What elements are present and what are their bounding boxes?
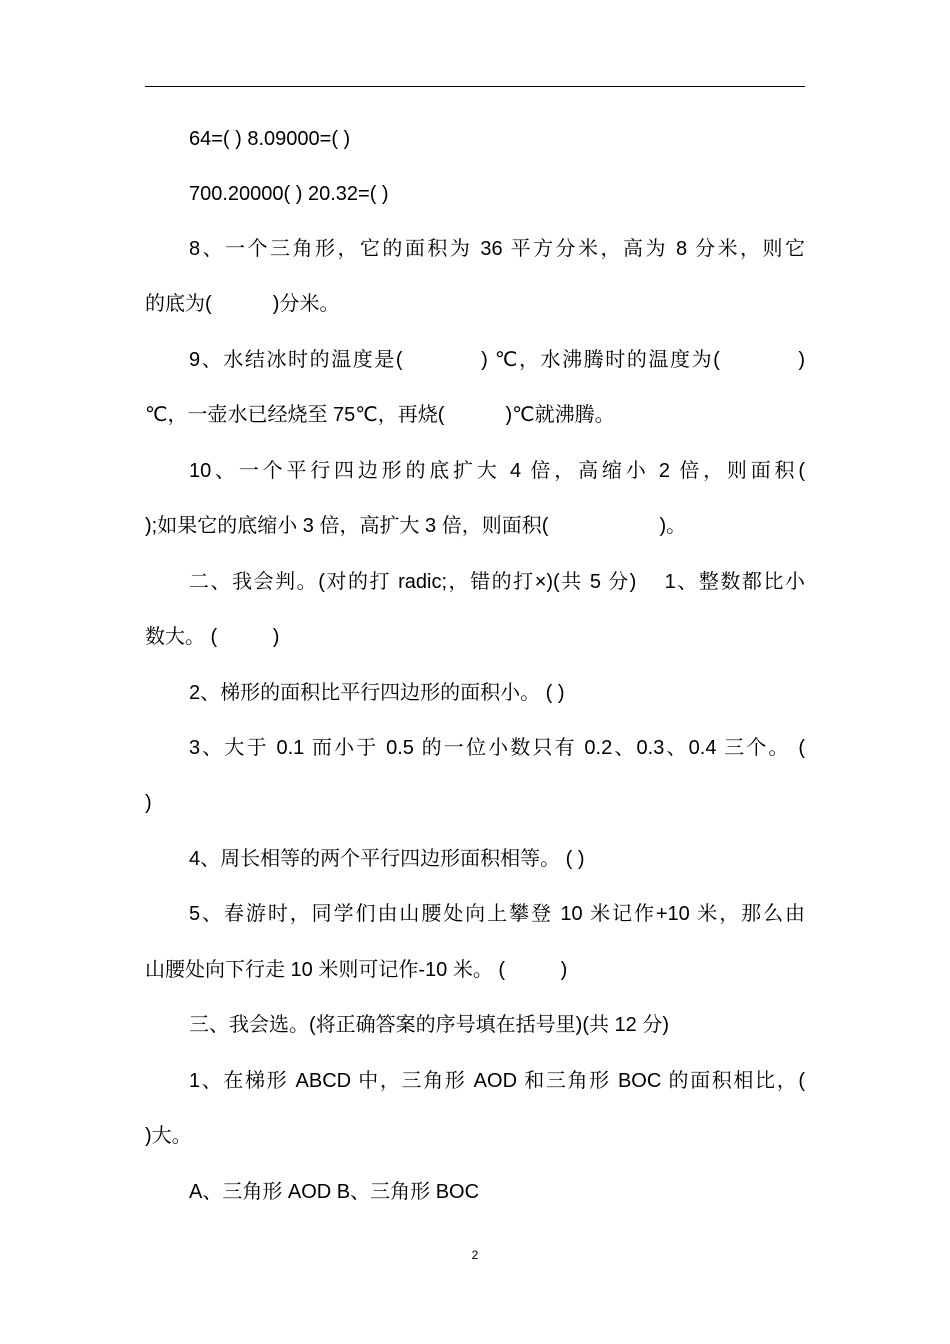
text-line-8: );如果它的底缩小 3 倍，高扩大 3 倍，则面积( )。 (145, 515, 687, 537)
text-line-3: 8、一个三角形，它的面积为 36 平方分米，高为 8 分米，则它 (189, 238, 805, 260)
header-rule (145, 86, 805, 87)
text-line-11: 2、梯形的面积比平行四边形的面积小。 ( ) (189, 682, 565, 704)
text-line-14: 4、周长相等的两个平行四边形面积相等。 ( ) (189, 848, 585, 870)
text-line-12: 3、大于 0.1 而小于 0.5 的一位小数只有 0.2、0.3、0.4 三个。 ( (189, 737, 805, 759)
text-line-20: A、三角形 AOD B、三角形 BOC (189, 1181, 480, 1203)
text-line-10: 数大。 ( ) (145, 626, 280, 648)
text-line-5: 9、水结冰时的温度是( ) ℃，水沸腾时的温度为( ) (189, 349, 805, 371)
text-line-6: ℃，一壶水已经烧至 75℃，再烧( )℃就沸腾。 (145, 404, 615, 426)
text-line-2: 700.20000( ) 20.32=( ) (189, 183, 389, 205)
text-line-9: 二、我会判。(对的打 radic;，错的打×)(共 5 分) 1、整数都比小 (189, 571, 805, 593)
text-line-19: )大。 (145, 1125, 192, 1147)
text-line-4: 的底为( )分米。 (145, 293, 340, 315)
text-line-16: 山腰处向下行走 10 米则可记作-10 米。 ( ) (145, 959, 568, 981)
text-line-18: 1、在梯形 ABCD 中，三角形 AOD 和三角形 BOC 的面积相比，( (189, 1070, 805, 1092)
text-line-1: 64=( ) 8.09000=( ) (189, 128, 351, 150)
page-number: 2 (471, 1248, 479, 1262)
text-line-17: 三、我会选。(将正确答案的序号填在括号里)(共 12 分) (189, 1014, 669, 1036)
text-line-15: 5、春游时，同学们由山腰处向上攀登 10 米记作+10 米，那么由 (189, 903, 805, 925)
text-line-13: ) (145, 792, 152, 814)
text-line-7: 10、一个平行四边形的底扩大 4 倍，高缩小 2 倍，则面积( (189, 460, 805, 482)
